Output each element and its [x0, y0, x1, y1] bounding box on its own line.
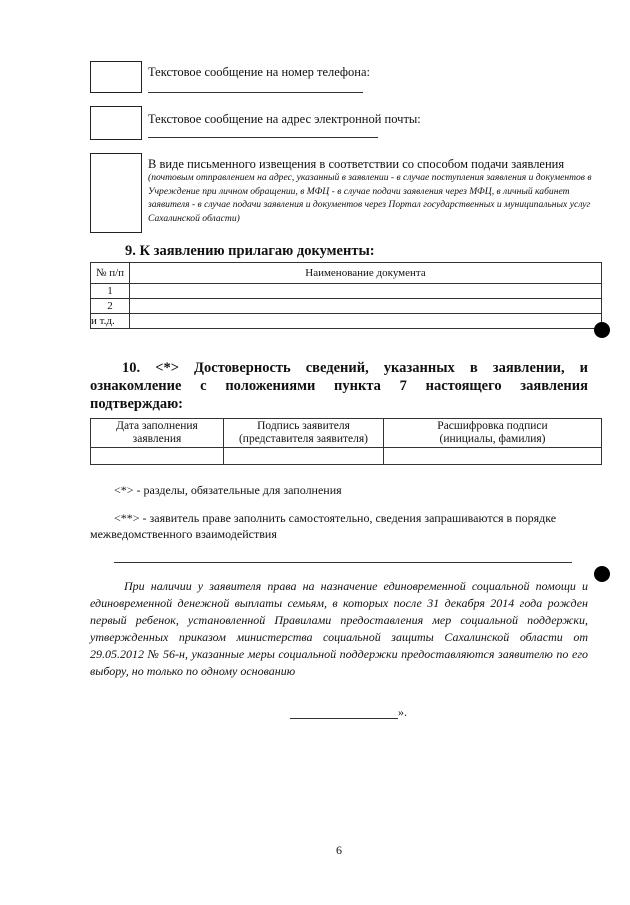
written-option-note: (почтовым отправлением на адрес, указанный в заявлении - в случае поступления заявления и документов в Учреждение при личном обращении, в МФЦ - в случае подачи заявления через МФЦ, в личный кабинет заявителя - в случае подачи заявления и документов через Портал государственных и муниципальных услуг Сахалинской области): [148, 172, 592, 224]
written-checkbox[interactable]: [90, 153, 142, 233]
docs-row-name[interactable]: [130, 299, 602, 314]
sig-decode-cell[interactable]: [384, 448, 602, 465]
written-option-label: В виде письменного извещения в соответствии со способом подачи заявления: [148, 157, 565, 171]
punch-hole-mark: [594, 566, 610, 582]
social-support-note: При наличии у заявителя права на назначение единовременной социальной помощи и единовременной денежной выплаты семьям, в которых после 31 декабря 2014 года рожден первый ребенок, установленной Правилами предоставления мер социальной поддержки, утвержденных приказом министерства социальной защиты Сахалинской области от 29.05.2012 № 56-н, указанные меры социальной поддержки предоставляются заявителю по его выбору, но только по одному основанию: [90, 579, 588, 678]
docs-row-num: 2: [91, 299, 130, 314]
docs-row-num: 1: [91, 284, 130, 299]
signature-table: [90, 418, 602, 465]
sig-date-cell[interactable]: [91, 448, 224, 465]
section10-title: 10. <*> Достоверность сведений, указанных в заявлении, и ознакомление с положениями пункта 7 настоящего заявления подтверждаю:: [90, 360, 588, 412]
footnote-required: <*> - разделы, обязательные для заполнения: [114, 483, 342, 497]
sig-header-sign: Подпись заявителя (представителя заявителя): [224, 419, 384, 448]
phone-option-label: Текстовое сообщение на номер телефона:: [148, 65, 370, 79]
sig-sign-cell[interactable]: [224, 448, 384, 465]
date-closing-quote: ».: [398, 705, 407, 719]
phone-input-line[interactable]: [148, 92, 363, 93]
footnote-optional: <**> - заявитель праве заполнить самостоятельно, сведения запрашиваются в порядке межведомственного взаимодействия: [90, 511, 557, 541]
date-input-line[interactable]: [290, 718, 398, 719]
sig-header-decode: Расшифровка подписи (инициалы, фамилия): [384, 419, 602, 448]
docs-header-name: Наименование документа: [130, 263, 602, 284]
email-input-line[interactable]: [148, 137, 378, 138]
documents-table: [90, 262, 602, 329]
phone-checkbox[interactable]: [90, 61, 142, 93]
docs-row-name[interactable]: [130, 314, 602, 329]
docs-row-num: и т.д.: [91, 314, 130, 329]
docs-header-num: № п/п: [91, 263, 130, 284]
page-number: 6: [336, 843, 342, 857]
email-option-label: Текстовое сообщение на адрес электронной почты:: [148, 112, 421, 126]
sig-header-date: Дата заполнения заявления: [91, 419, 224, 448]
punch-hole-mark: [594, 322, 610, 338]
section9-title: 9. К заявлению прилагаю документы:: [125, 243, 375, 259]
docs-row-name[interactable]: [130, 284, 602, 299]
separator-line: [114, 562, 572, 563]
email-checkbox[interactable]: [90, 106, 142, 140]
